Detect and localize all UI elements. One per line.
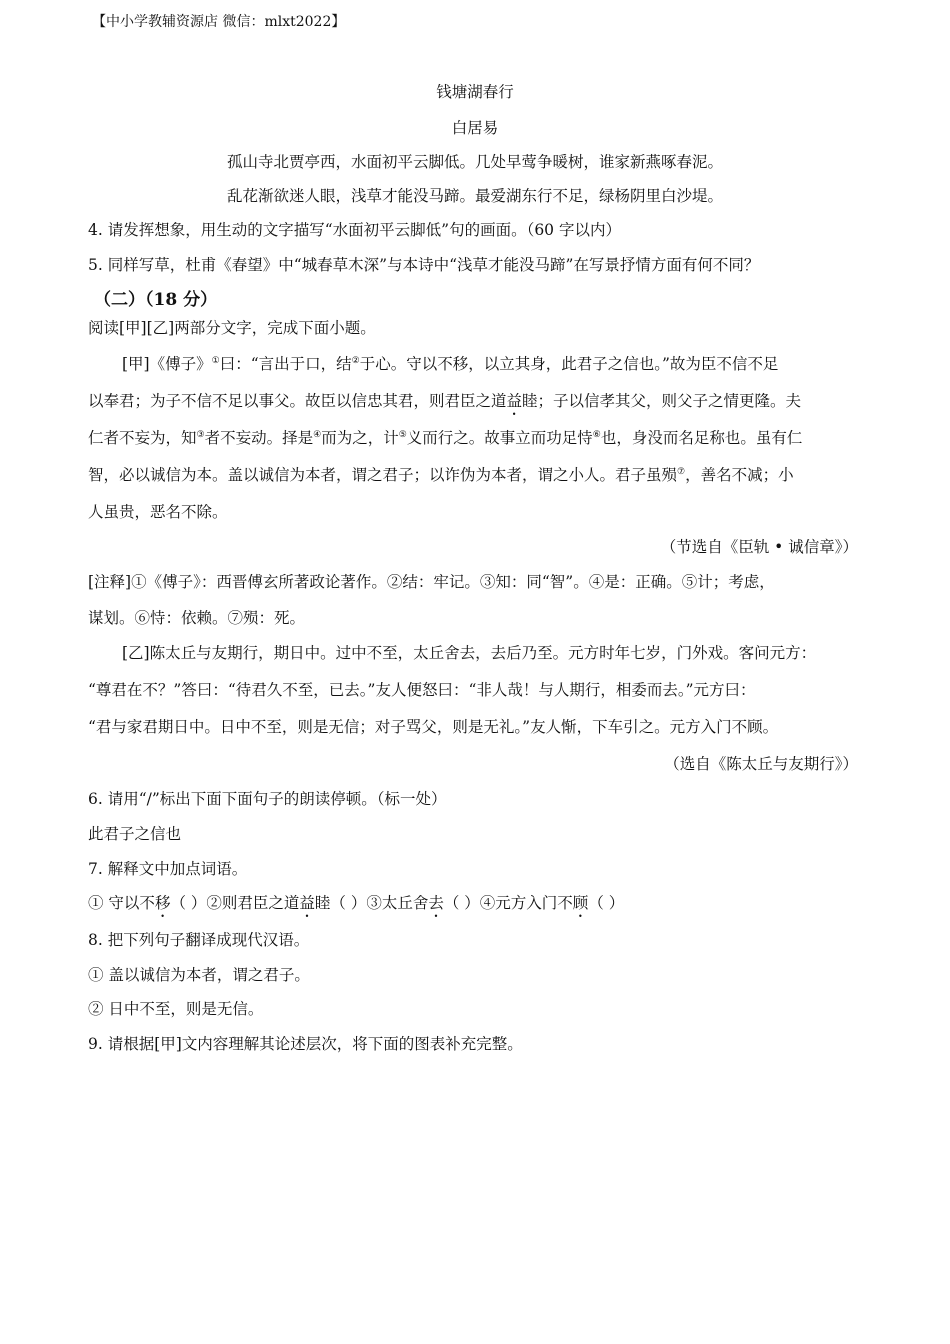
q7-text: 睦（ ）③太丘舍 [314, 894, 429, 912]
dotted-word: 益 [506, 392, 523, 410]
question-7: 7. 解释文中加点词语。 [88, 860, 248, 878]
q7-text: ① 守以不 [88, 894, 155, 912]
dotted-word: 去 [428, 894, 444, 912]
note-ref: ③ [196, 429, 205, 440]
jia-line-2 [88, 391, 950, 419]
jia-text: 仁者不妄为，知 [88, 429, 197, 447]
jia-line-4 [88, 465, 950, 485]
poem-line-1: 孤山寺北贾亭西，水面初平云脚低。几处早莺争暖树，谁家新燕啄春泥。 [226, 153, 723, 171]
dotted-word: 移 [154, 894, 171, 912]
page-header: 【中小学教辅资源店 微信：mlxt2022】 [92, 14, 346, 30]
jia-text: 以奉君；为子不信不足以事父。故臣以信忠其君，则君臣之道 [88, 392, 507, 410]
jia-line-1 [122, 354, 950, 374]
note-ref: ⑤ [398, 429, 407, 440]
jia-text: 也，身没而名足称也。虽有仁 [600, 429, 803, 447]
note-ref: ② [351, 355, 360, 366]
question-8-item-1: ① 盖以诚信为本者，谓之君子。 [88, 966, 310, 984]
jia-text: 而为之，计 [321, 429, 399, 447]
dotted-word: 顾 [572, 894, 589, 912]
jia-text: 睦；子以信孝其父，则父子之情更隆。夫 [522, 392, 802, 410]
note-ref: ⑥ [592, 429, 601, 440]
jia-text: ，善名不减；小 [685, 466, 794, 484]
question-7-items [88, 893, 950, 921]
question-5: 5. 同样写草，杜甫《春望》中“城春草木深”与本诗中“浅草才能没马蹄”在写景抒情方面有何不同？ [88, 256, 760, 274]
question-8-item-2: ② 日中不至，则是无信。 [88, 1000, 264, 1018]
question-8: 8. 把下列句子翻译成现代汉语。 [88, 931, 310, 949]
q7-text: （ ）④元方入门不 [443, 894, 573, 912]
dotted-word: 益 [299, 894, 315, 912]
question-9: 9. 请根据[甲]文内容理解其论述层次，将下面的图表补充完整。 [88, 1035, 523, 1053]
note-ref: ④ [313, 429, 322, 440]
notes-line-1: [注释]①《傅子》：西晋傅玄所著政论著作。②结：牢记。③知：同“智”。④是：正确。⑤计；考虑， [88, 573, 775, 591]
question-4: 4. 请发挥想象，用生动的文字描写“水面初平云脚低”句的画面。（60 字以内） [88, 221, 621, 239]
poem-line-2: 乱花渐欲迷人眼，浅草才能没马蹄。最爱湖东行不足，绿杨阴里白沙堤。 [226, 187, 723, 205]
jia-text: 义而行之。故事立而功足恃 [406, 429, 593, 447]
yi-line-2: “尊君在不？”答曰：“待君久不至，已去。”友人便怒曰：“非人哉！与人期行，相委而去。”元方曰： [88, 681, 756, 699]
note-ref: ⑦ [677, 466, 686, 477]
yi-line-1: [乙]陈太丘与友期行，期日中。过中不至，太丘舍去，去后乃至。元方时年七岁，门外戏。客问元方： [122, 644, 817, 662]
yi-line-3: “君与家君期日中。日中不至，则是无信；对子骂父，则是无礼。”友人惭，下车引之。元方入门不顾。 [88, 718, 779, 736]
jia-text: 智，必以诚信为本。盖以诚信为本者，谓之君子；以诈伪为本者，谓之小人。君子虽殒 [88, 466, 678, 484]
section-2-heading: （二）（18 分） [94, 290, 218, 310]
poem-title: 钱塘湖春行 [436, 83, 514, 101]
poem-author: 白居易 [451, 119, 499, 137]
question-6-sentence: 此君子之信也 [88, 825, 182, 843]
question-6: 6. 请用“/”标出下面下面句子的朗读停顿。（标一处） [88, 790, 447, 808]
reading-instruction: 阅读[甲][乙]两部分文字，完成下面小题。 [88, 319, 376, 337]
jia-line-3 [88, 428, 950, 448]
jia-line-5: 人虽贵，恶名不除。 [88, 503, 228, 521]
q7-text: （ ） [588, 894, 625, 912]
jia-text: 曰：“言出于口，结 [219, 355, 352, 373]
jia-source: （节选自《臣轨 • 诚信章》） [660, 538, 858, 556]
notes-line-2: 谋划。⑥恃：依赖。⑦殒：死。 [88, 609, 306, 627]
q7-text: （ ）②则君臣之道 [170, 894, 300, 912]
jia-text: 者不妄动。择是 [204, 429, 314, 447]
yi-source: （选自《陈太丘与友期行》） [664, 755, 858, 773]
jia-text: [甲]《傅子》 [122, 355, 212, 373]
note-ref: ① [211, 355, 220, 366]
jia-text: 于心。守以不移，以立其身，此君子之信也。”故为臣不信不足 [359, 355, 779, 373]
